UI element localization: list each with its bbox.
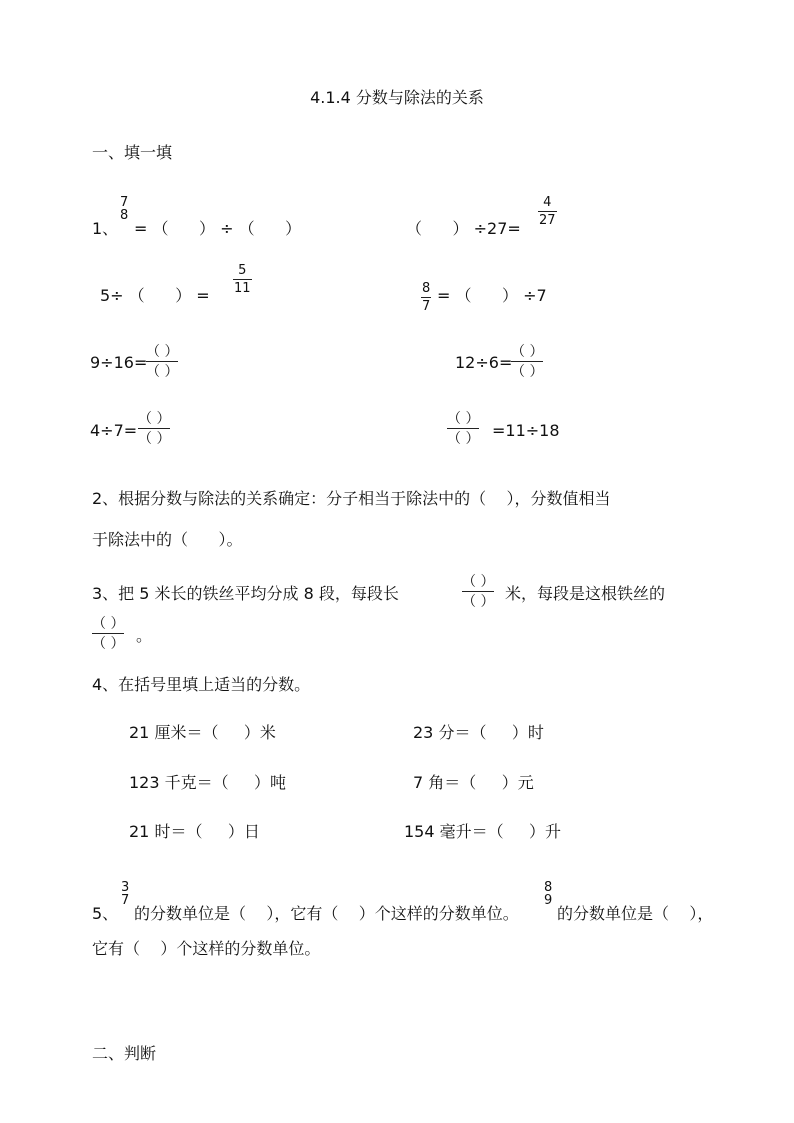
fraction-bar bbox=[92, 633, 124, 634]
q1-f-expression: 12÷6= bbox=[455, 353, 513, 372]
numerator-blank: （ ） bbox=[447, 411, 480, 427]
fraction-bar bbox=[511, 361, 543, 362]
q5-fraction-3-7 bbox=[120, 881, 130, 907]
denominator: 9 bbox=[544, 893, 553, 908]
fraction-bar bbox=[447, 428, 479, 429]
q1-g-expression: 4÷7= bbox=[90, 421, 138, 440]
section-heading-fill: 一、填一填 bbox=[92, 143, 173, 162]
numerator-blank: （ ） bbox=[92, 616, 125, 632]
numerator: 7 bbox=[120, 195, 129, 210]
fraction-bar bbox=[462, 591, 494, 592]
denominator-blank: （ ） bbox=[511, 364, 544, 380]
denominator: 7 bbox=[422, 299, 431, 314]
q5-line-2: 它有（ ）个这样的分数单位。 bbox=[92, 939, 321, 958]
section-heading-judge: 二、判断 bbox=[92, 1044, 157, 1063]
numerator: 8 bbox=[544, 880, 553, 895]
q2-line-1: 2、根据分数与除法的关系确定：分子相当于除法中的（ ），分数值相当 bbox=[92, 489, 611, 508]
denominator-blank: （ ） bbox=[447, 431, 480, 447]
denominator: 27 bbox=[539, 213, 556, 228]
q4-item: 154 毫升＝（ ）升 bbox=[404, 822, 562, 841]
numerator-blank: （ ） bbox=[462, 574, 495, 590]
numerator-blank: （ ） bbox=[138, 411, 171, 427]
q4-item: 21 时＝（ ）日 bbox=[129, 822, 260, 841]
numerator: 5 bbox=[238, 263, 247, 278]
denominator: 8 bbox=[120, 208, 129, 223]
q4-item: 21 厘米＝（ ）米 bbox=[129, 723, 276, 742]
numerator-blank: （ ） bbox=[146, 344, 179, 360]
q4-item: 123 千克＝（ ）吨 bbox=[129, 773, 287, 792]
denominator-blank: （ ） bbox=[138, 431, 171, 447]
q2-line-2: 于除法中的（ ）。 bbox=[92, 530, 243, 549]
q1-fraction-7-8 bbox=[119, 196, 129, 222]
q1-h-blank-fraction bbox=[447, 412, 479, 446]
fraction-bar bbox=[146, 361, 178, 362]
q1-d-blanks: = （ ） ÷7 bbox=[437, 286, 547, 305]
numerator: 4 bbox=[543, 195, 552, 210]
q3-text-part-2: 米，每段是这根铁丝的 bbox=[505, 584, 666, 603]
q3-blank-fraction-length bbox=[462, 575, 494, 609]
q1-f-blank-fraction bbox=[511, 345, 543, 379]
denominator-blank: （ ） bbox=[462, 594, 495, 610]
q3-blank-fraction-part bbox=[92, 617, 124, 651]
q1-h-expression: =11÷18 bbox=[492, 421, 560, 440]
q1-g-blank-fraction bbox=[138, 412, 170, 446]
fraction-bar bbox=[421, 297, 431, 298]
q5-text-part-2: 的分数单位是（ ）， bbox=[557, 904, 714, 923]
q1-number: 1、 bbox=[92, 219, 119, 238]
q5-text-part-1: 的分数单位是（ ），它有（ ）个这样的分数单位。 bbox=[134, 904, 519, 923]
q1-b-blanks: （ ） ÷27= bbox=[406, 219, 521, 238]
denominator: 7 bbox=[121, 893, 130, 908]
q1-e-blank-fraction bbox=[146, 345, 178, 379]
numerator: 3 bbox=[121, 880, 130, 895]
denominator-blank: （ ） bbox=[146, 364, 179, 380]
q1-fraction-5-11 bbox=[233, 264, 252, 295]
numerator: 8 bbox=[422, 281, 431, 296]
q1-fraction-4-27 bbox=[538, 196, 557, 227]
fraction-bar bbox=[233, 279, 252, 280]
q1-e-expression: 9÷16= bbox=[90, 353, 148, 372]
fraction-bar bbox=[538, 211, 557, 212]
page-title: 4.1.4 分数与除法的关系 bbox=[310, 88, 484, 107]
denominator-blank: （ ） bbox=[92, 636, 125, 652]
numerator-blank: （ ） bbox=[511, 344, 544, 360]
q3-text-part-1: 3、把 5 米长的铁丝平均分成 8 段，每段长 bbox=[92, 584, 399, 603]
q1-c-blanks: 5÷ （ ） = bbox=[100, 286, 210, 305]
q1-a-blanks: = （ ） ÷ （ ） bbox=[134, 219, 302, 238]
fraction-bar bbox=[138, 428, 170, 429]
q5-number: 5、 bbox=[92, 904, 119, 923]
denominator: 11 bbox=[234, 281, 251, 296]
q4-title: 4、在括号里填上适当的分数。 bbox=[92, 675, 311, 694]
q1-fraction-8-7 bbox=[421, 282, 431, 313]
q4-item: 23 分＝（ ）时 bbox=[413, 723, 544, 742]
q3-end-mark: 。 bbox=[136, 626, 153, 645]
q4-item: 7 角＝（ ）元 bbox=[413, 773, 534, 792]
q5-fraction-8-9 bbox=[543, 881, 553, 907]
